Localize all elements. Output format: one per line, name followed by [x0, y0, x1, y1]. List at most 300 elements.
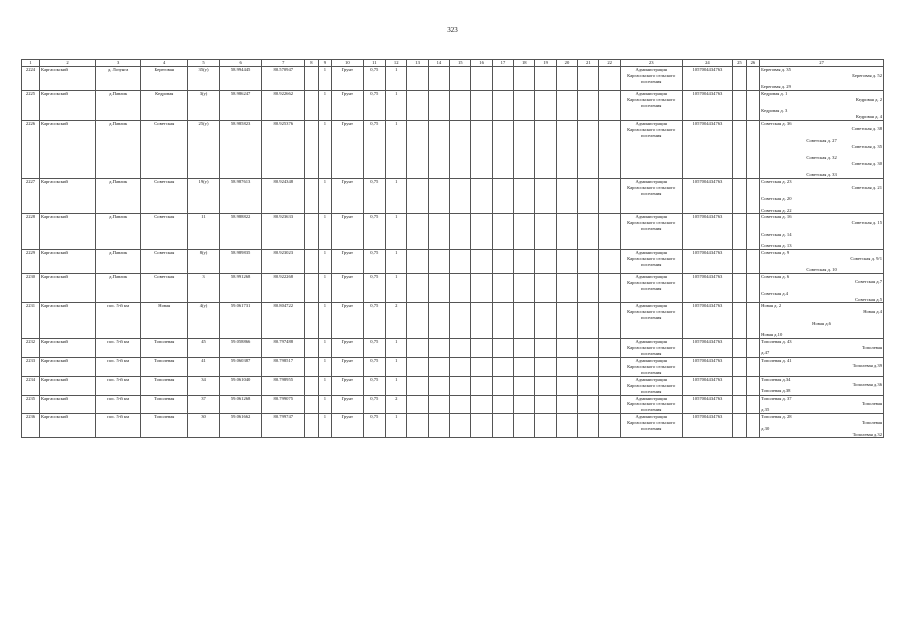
empty-cell — [428, 395, 449, 414]
district-cell: Каргасокский — [39, 414, 95, 438]
empty-cell — [450, 357, 471, 376]
administration-cell: Администрация Каргасокского сельского поселения — [620, 273, 682, 303]
empty-cell — [492, 67, 513, 91]
empty-cell — [578, 214, 599, 249]
district-cell: Каргасокский — [39, 376, 95, 395]
ogrn-cell: 1057004434763 — [682, 376, 733, 395]
empty-cell — [746, 395, 759, 414]
empty-cell — [746, 120, 759, 178]
area-cell: 0,75 — [363, 395, 385, 414]
column-header: 24 — [682, 60, 733, 67]
served-house: д.47 — [761, 350, 770, 356]
empty-cell — [450, 414, 471, 438]
empty-cell — [535, 303, 556, 338]
served-house: Тополевая — [861, 344, 882, 350]
count-cell: 1 — [318, 376, 331, 395]
served-house: Тополевая д.32 — [852, 431, 882, 437]
empty-cell — [471, 90, 492, 120]
row-number: 2236 — [22, 414, 40, 438]
settlement-cell: д.Павлик — [96, 90, 141, 120]
empty-cell — [535, 249, 556, 273]
empty-cell — [407, 249, 428, 273]
empty-cell — [305, 414, 318, 438]
empty-cell — [746, 90, 759, 120]
empty-cell — [428, 273, 449, 303]
served-house: Советская д.5 — [855, 296, 882, 302]
served-houses-cell — [760, 357, 884, 376]
empty-cell — [599, 120, 620, 178]
empty-cell — [450, 338, 471, 357]
served-house: Советская д. 20 — [761, 196, 792, 202]
empty-cell — [733, 214, 746, 249]
empty-cell — [746, 414, 759, 438]
empty-cell — [428, 338, 449, 357]
empty-cell — [746, 249, 759, 273]
empty-cell — [733, 376, 746, 395]
longitude-cell: 80.797488 — [262, 338, 305, 357]
empty-cell — [535, 338, 556, 357]
row-number: 2232 — [22, 338, 40, 357]
column-header: 11 — [363, 60, 385, 67]
administration-cell: Администрация Каргасокского сельского поселения — [620, 214, 682, 249]
empty-cell — [428, 178, 449, 213]
empty-cell — [556, 273, 577, 303]
empty-cell — [578, 67, 599, 91]
settlement-cell: д.Павлик — [96, 120, 141, 178]
settlement-cell: д.Павлик — [96, 178, 141, 213]
empty-cell — [746, 214, 759, 249]
street-cell: Береговая — [141, 67, 188, 91]
latitude-cell: 58.985823 — [219, 120, 262, 178]
empty-cell — [450, 120, 471, 178]
house-cell: 11 — [188, 214, 219, 249]
empty-cell — [471, 249, 492, 273]
empty-cell — [428, 249, 449, 273]
header-row — [22, 60, 884, 67]
district-cell: Каргасокский — [39, 273, 95, 303]
row-number: 2228 — [22, 214, 40, 249]
street-cell: Тополевая — [141, 376, 188, 395]
latitude-cell: 58.994445 — [219, 67, 262, 91]
table-body — [22, 67, 884, 438]
empty-cell — [578, 338, 599, 357]
served-houses-cell — [760, 214, 884, 249]
column-header: 22 — [599, 60, 620, 67]
empty-cell — [471, 414, 492, 438]
empty-cell — [599, 67, 620, 91]
empty-cell — [492, 249, 513, 273]
empty-cell — [746, 303, 759, 338]
empty-cell — [407, 395, 428, 414]
empty-cell — [492, 120, 513, 178]
empty-cell — [471, 303, 492, 338]
served-houses-cell — [760, 67, 884, 91]
empty-cell — [492, 214, 513, 249]
served-house: Новая д.4 — [863, 309, 882, 315]
empty-cell — [733, 414, 746, 438]
empty-cell — [733, 338, 746, 357]
count-cell: 1 — [318, 214, 331, 249]
longitude-cell: 80.924348 — [262, 178, 305, 213]
row-number: 2224 — [22, 67, 40, 91]
count-cell: 1 — [318, 67, 331, 91]
row-number: 2235 — [22, 395, 40, 414]
empty-cell — [407, 273, 428, 303]
empty-cell — [471, 214, 492, 249]
settlement-cell: пос. 5-й км — [96, 395, 141, 414]
empty-cell — [556, 67, 577, 91]
empty-cell — [305, 376, 318, 395]
empty-cell — [514, 338, 535, 357]
area-cell: 0,75 — [363, 67, 385, 91]
served-house: Советская д. 21 — [851, 184, 882, 190]
administration-cell: Администрация Каргасокского сельского поселения — [620, 67, 682, 91]
empty-cell — [733, 67, 746, 91]
house-cell: 4(у) — [188, 303, 219, 338]
house-cell: 8(у) — [188, 249, 219, 273]
served-houses-cell — [760, 178, 884, 213]
ogrn-cell: 1057004434763 — [682, 303, 733, 338]
table-row — [22, 414, 884, 438]
ogrn-cell: 1057004434763 — [682, 90, 733, 120]
district-cell: Каргасокский — [39, 303, 95, 338]
served-houses-cell — [760, 120, 884, 178]
ogrn-cell: 1057004434763 — [682, 338, 733, 357]
empty-cell — [407, 376, 428, 395]
longitude-cell: 80.925376 — [262, 120, 305, 178]
empty-cell — [514, 67, 535, 91]
empty-cell — [578, 357, 599, 376]
table-row — [22, 249, 884, 273]
served-house: Советская д. 15 — [851, 220, 882, 226]
empty-cell — [305, 303, 318, 338]
empty-cell — [305, 214, 318, 249]
area-cell: 0,75 — [363, 303, 385, 338]
empty-cell — [535, 414, 556, 438]
served-house: Береговая д. 29 — [761, 84, 791, 90]
house-cell: 25(у) — [188, 120, 219, 178]
table-row — [22, 120, 884, 178]
ogrn-cell: 1057004434763 — [682, 395, 733, 414]
served-house: Советская д. 9/1 — [850, 255, 882, 261]
served-house: Тополевая д.34 — [761, 376, 791, 382]
empty-cell — [535, 376, 556, 395]
row-number: 2227 — [22, 178, 40, 213]
surface-cell: Грунт — [332, 273, 363, 303]
street-cell: Советская — [141, 120, 188, 178]
served-house: Советская д. 38 — [851, 126, 882, 132]
empty-cell — [733, 303, 746, 338]
empty-cell — [305, 273, 318, 303]
empty-cell — [733, 249, 746, 273]
served-houses-cell — [760, 395, 884, 414]
ogrn-cell: 1057004434763 — [682, 178, 733, 213]
empty-cell — [407, 120, 428, 178]
row-number: 2230 — [22, 273, 40, 303]
empty-cell — [450, 303, 471, 338]
empty-cell — [514, 178, 535, 213]
house-cell: 35(у) — [188, 67, 219, 91]
column-header: 15 — [450, 60, 471, 67]
house-cell: 37 — [188, 395, 219, 414]
ogrn-cell: 1057004434763 — [682, 120, 733, 178]
served-house: Береговая д. 35 — [761, 67, 791, 72]
area-cell: 0,75 — [363, 214, 385, 249]
served-house: Тополевая д. 41 — [761, 357, 792, 363]
column-header: 12 — [386, 60, 407, 67]
empty-cell — [599, 414, 620, 438]
empty-cell — [492, 395, 513, 414]
empty-cell — [428, 376, 449, 395]
empty-cell — [471, 357, 492, 376]
empty-cell — [514, 357, 535, 376]
bins-cell: 1 — [386, 249, 407, 273]
empty-cell — [599, 273, 620, 303]
empty-cell — [535, 395, 556, 414]
count-cell: 1 — [318, 357, 331, 376]
register-table — [21, 59, 884, 438]
count-cell: 1 — [318, 414, 331, 438]
bins-cell: 1 — [386, 120, 407, 178]
empty-cell — [535, 67, 556, 91]
street-cell: Советская — [141, 273, 188, 303]
latitude-cell: 58.986247 — [219, 90, 262, 120]
served-house: Советская д. 27 — [806, 137, 837, 143]
surface-cell: Грунт — [332, 249, 363, 273]
ogrn-cell: 1057004434763 — [682, 214, 733, 249]
house-cell: 41 — [188, 357, 219, 376]
served-house: Советская д. 13 — [761, 243, 792, 249]
served-house: д.35 — [761, 406, 770, 412]
settlement-cell: д. Лозунга — [96, 67, 141, 91]
empty-cell — [578, 303, 599, 338]
row-number: 2231 — [22, 303, 40, 338]
empty-cell — [514, 214, 535, 249]
table-row — [22, 67, 884, 91]
table-row — [22, 214, 884, 249]
street-cell: Тополевая — [141, 357, 188, 376]
empty-cell — [305, 120, 318, 178]
served-house: Новая д.10 — [761, 332, 783, 338]
administration-cell: Администрация Каргасокского сельского поселения — [620, 90, 682, 120]
latitude-cell: 58.987613 — [219, 178, 262, 213]
empty-cell — [746, 178, 759, 213]
longitude-cell: 80.923633 — [262, 214, 305, 249]
count-cell: 1 — [318, 395, 331, 414]
empty-cell — [599, 303, 620, 338]
empty-cell — [450, 395, 471, 414]
latitude-cell: 59.061662 — [219, 414, 262, 438]
column-header: 17 — [492, 60, 513, 67]
empty-cell — [305, 249, 318, 273]
empty-cell — [471, 273, 492, 303]
empty-cell — [746, 357, 759, 376]
empty-cell — [746, 338, 759, 357]
empty-cell — [450, 90, 471, 120]
served-houses-cell — [760, 90, 884, 120]
count-cell: 1 — [318, 120, 331, 178]
table-row — [22, 90, 884, 120]
bins-cell: 1 — [386, 67, 407, 91]
district-cell: Каргасокский — [39, 178, 95, 213]
empty-cell — [556, 338, 577, 357]
house-cell: 30 — [188, 414, 219, 438]
served-house: Советская д. 36 — [761, 120, 792, 126]
empty-cell — [514, 414, 535, 438]
longitude-cell: 80.922662 — [262, 90, 305, 120]
served-houses-cell — [760, 376, 884, 395]
empty-cell — [578, 249, 599, 273]
empty-cell — [428, 214, 449, 249]
latitude-cell: 58.991268 — [219, 273, 262, 303]
empty-cell — [471, 376, 492, 395]
served-house: Советская д. 16 — [761, 214, 792, 220]
column-header: 20 — [556, 60, 577, 67]
column-header: 21 — [578, 60, 599, 67]
settlement-cell: пос. 5-й км — [96, 376, 141, 395]
surface-cell: Грунт — [332, 357, 363, 376]
empty-cell — [535, 273, 556, 303]
served-house: Кедровая д. 3 — [761, 108, 788, 114]
served-house: Новая д.6 — [812, 320, 831, 326]
empty-cell — [556, 249, 577, 273]
column-header: 1 — [22, 60, 40, 67]
empty-cell — [599, 214, 620, 249]
district-cell: Каргасокский — [39, 90, 95, 120]
column-header: 23 — [620, 60, 682, 67]
column-header: 25 — [733, 60, 746, 67]
column-header: 19 — [535, 60, 556, 67]
area-cell: 0,75 — [363, 338, 385, 357]
latitude-cell: 59.061268 — [219, 395, 262, 414]
house-cell: 34 — [188, 376, 219, 395]
empty-cell — [450, 249, 471, 273]
column-header: 4 — [141, 60, 188, 67]
street-cell: Тополевая — [141, 414, 188, 438]
served-houses-cell — [760, 273, 884, 303]
settlement-cell: пос. 5-й км — [96, 414, 141, 438]
served-house: Советская д. 33 — [806, 172, 837, 178]
empty-cell — [305, 357, 318, 376]
empty-cell — [450, 376, 471, 395]
area-cell: 0,75 — [363, 249, 385, 273]
surface-cell: Грунт — [332, 395, 363, 414]
street-cell: Тополевая — [141, 395, 188, 414]
surface-cell: Грунт — [332, 214, 363, 249]
longitude-cell: 80.799075 — [262, 395, 305, 414]
empty-cell — [556, 178, 577, 213]
empty-cell — [407, 414, 428, 438]
empty-cell — [599, 249, 620, 273]
ogrn-cell: 1057004434763 — [682, 249, 733, 273]
bins-cell: 1 — [386, 338, 407, 357]
served-house: Тополевая д. 43 — [761, 338, 792, 344]
row-number: 2229 — [22, 249, 40, 273]
surface-cell: Грунт — [332, 338, 363, 357]
empty-cell — [599, 395, 620, 414]
street-cell: Кедровая — [141, 90, 188, 120]
empty-cell — [733, 120, 746, 178]
column-header: 18 — [514, 60, 535, 67]
empty-cell — [407, 67, 428, 91]
empty-cell — [492, 338, 513, 357]
column-header: 3 — [96, 60, 141, 67]
served-house: Советская д. 23 — [761, 178, 792, 184]
empty-cell — [492, 303, 513, 338]
column-header: 14 — [428, 60, 449, 67]
area-cell: 0,75 — [363, 273, 385, 303]
table-row — [22, 273, 884, 303]
empty-cell — [305, 178, 318, 213]
area-cell: 0,75 — [363, 357, 385, 376]
empty-cell — [578, 376, 599, 395]
longitude-cell: 80.799747 — [262, 414, 305, 438]
empty-cell — [578, 414, 599, 438]
column-header: 5 — [188, 60, 219, 67]
empty-cell — [514, 273, 535, 303]
empty-cell — [492, 357, 513, 376]
served-house: Советская д.7 — [855, 279, 882, 285]
empty-cell — [492, 178, 513, 213]
empty-cell — [599, 376, 620, 395]
ogrn-cell: 1057004434763 — [682, 273, 733, 303]
empty-cell — [450, 67, 471, 91]
count-cell: 1 — [318, 273, 331, 303]
empty-cell — [599, 338, 620, 357]
count-cell: 1 — [318, 178, 331, 213]
district-cell: Каргасокский — [39, 395, 95, 414]
administration-cell: Администрация Каргасокского сельского поселения — [620, 120, 682, 178]
served-house: Тополевая д. 37 — [761, 395, 792, 401]
empty-cell — [578, 90, 599, 120]
empty-cell — [305, 338, 318, 357]
administration-cell: Администрация Каргасокского сельского поселения — [620, 338, 682, 357]
empty-cell — [578, 395, 599, 414]
served-house: Кедровая д. 2 — [855, 96, 882, 102]
street-cell: Новая — [141, 303, 188, 338]
latitude-cell: 58.989835 — [219, 249, 262, 273]
empty-cell — [407, 338, 428, 357]
empty-cell — [556, 376, 577, 395]
empty-cell — [578, 273, 599, 303]
empty-cell — [428, 303, 449, 338]
street-cell: Советская — [141, 178, 188, 213]
empty-cell — [428, 357, 449, 376]
column-header: 2 — [39, 60, 95, 67]
count-cell: 1 — [318, 90, 331, 120]
table-row — [22, 357, 884, 376]
surface-cell: Грунт — [332, 178, 363, 213]
served-house: Советская д. 22 — [761, 207, 792, 213]
surface-cell: Грунт — [332, 303, 363, 338]
table-row — [22, 376, 884, 395]
area-cell: 0,75 — [363, 90, 385, 120]
served-house: Тополевая д.39 — [852, 363, 882, 369]
longitude-cell: 80.923023 — [262, 249, 305, 273]
ogrn-cell: 1057004434763 — [682, 67, 733, 91]
empty-cell — [578, 120, 599, 178]
bins-cell: 1 — [386, 357, 407, 376]
column-header: 26 — [746, 60, 759, 67]
served-house: Тополевая — [861, 420, 882, 426]
longitude-cell: 80.798517 — [262, 357, 305, 376]
empty-cell — [492, 414, 513, 438]
served-house: Советская д. 6 — [761, 273, 790, 279]
table-row — [22, 303, 884, 338]
page-number: 323 — [447, 26, 458, 34]
table-row — [22, 178, 884, 213]
bins-cell: 2 — [386, 395, 407, 414]
